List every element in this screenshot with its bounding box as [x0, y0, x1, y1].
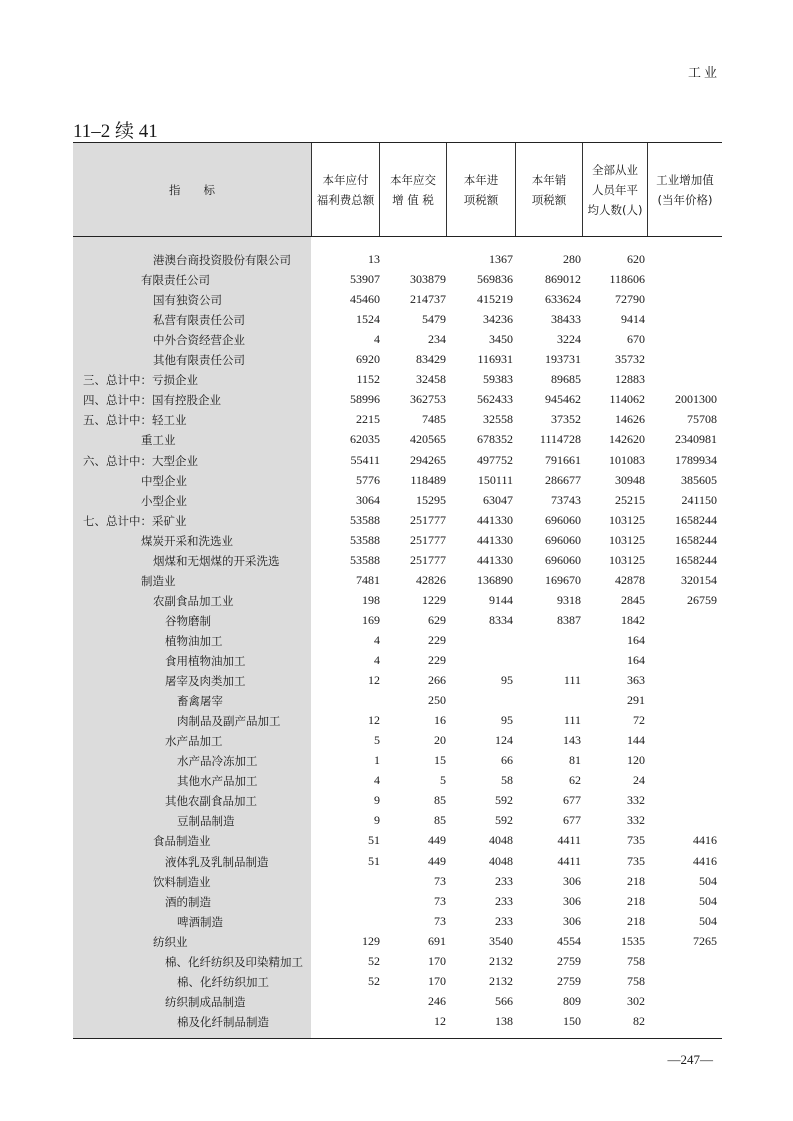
table-row: [73, 1012, 722, 1032]
row-value: 1114728: [539, 432, 581, 447]
table-row: [73, 691, 722, 711]
table-title: 11–2 续 41: [73, 121, 158, 142]
row-value: 52: [368, 973, 380, 988]
table-row: [73, 731, 722, 751]
row-value: 75708: [687, 412, 717, 427]
row-value: 198: [362, 592, 380, 607]
row-value: 72: [633, 713, 645, 728]
row-label: 食用植物油加工: [165, 654, 246, 668]
row-value: 51: [368, 853, 380, 868]
row-value: 15: [434, 753, 446, 768]
row-value: 233: [495, 913, 513, 928]
row-value: 4: [374, 332, 380, 347]
row-value: 164: [627, 653, 645, 667]
table-row: [73, 270, 722, 290]
row-label: 小型企业: [141, 493, 187, 508]
row-value: 136890: [477, 572, 513, 587]
row-value: 103125: [609, 532, 645, 547]
table-row: [73, 471, 722, 491]
row-label: 七、总计中：采矿业: [83, 513, 187, 528]
row-value: 7485: [422, 412, 446, 427]
row-value: 306: [563, 913, 581, 928]
row-value: 420565: [410, 432, 446, 447]
row-value: 12: [434, 1013, 446, 1028]
table-row: [73, 892, 722, 912]
column-header-indicator: 指 标: [169, 182, 215, 197]
row-value: 138: [495, 1013, 513, 1028]
row-value: 869012: [545, 272, 581, 287]
row-label: 国有独资公司: [153, 293, 222, 308]
row-label: 饮料制造业: [153, 874, 211, 889]
row-value: 170: [428, 973, 446, 988]
row-value: 82: [633, 1013, 645, 1028]
row-value: 85: [434, 793, 446, 808]
column-header-value-added: 工业增加值 (当年价格): [656, 172, 714, 207]
page-number: —247—: [667, 1052, 713, 1067]
row-label: 棉、化纤纺织加工: [177, 974, 269, 989]
table-row: [73, 711, 722, 731]
row-value: 385605: [681, 472, 717, 487]
row-label: 私营有限责任公司: [153, 313, 245, 328]
row-value: 592: [495, 813, 513, 828]
row-label: 纺织制成品制造: [165, 994, 246, 1009]
row-value: 735: [627, 853, 645, 868]
row-label: 其他农副食品加工: [165, 794, 257, 809]
row-value: 1658244: [675, 512, 717, 527]
row-value: 8334: [489, 612, 513, 627]
row-value: 170: [428, 953, 446, 968]
table-row: [73, 330, 722, 350]
row-value: 118606: [609, 272, 645, 287]
row-value: 4554: [557, 933, 581, 948]
row-label: 谷物磨制: [165, 613, 211, 628]
row-label: 棉、化纤纺织及印染精加工: [165, 954, 303, 969]
row-value: 52: [368, 953, 380, 968]
row-value: 73: [434, 913, 446, 928]
row-value: 291: [627, 693, 645, 708]
row-value: 233: [495, 873, 513, 888]
row-value: 116931: [477, 352, 513, 367]
section-title: 工业: [687, 66, 720, 81]
row-value: 620: [627, 252, 645, 266]
row-value: 218: [627, 913, 645, 928]
table-row: [73, 811, 722, 831]
row-label: 水产品冷冻加工: [177, 754, 258, 769]
row-value: 2340981: [675, 432, 717, 447]
row-value: 441330: [477, 512, 513, 527]
row-value: 677: [563, 793, 581, 808]
row-value: 143: [563, 733, 581, 748]
row-value: 25215: [615, 492, 645, 507]
table-row: [73, 430, 722, 450]
row-value: 562433: [477, 392, 513, 407]
row-value: 306: [563, 873, 581, 888]
table-row: [73, 651, 722, 671]
row-label: 豆制品制造: [177, 814, 235, 829]
row-value: 63047: [483, 492, 513, 507]
row-label: 制造业: [141, 573, 176, 588]
row-value: 62035: [350, 432, 380, 447]
row-value: 38433: [551, 312, 581, 327]
row-label: 六、总计中：大型企业: [83, 453, 198, 468]
row-value: 4048: [489, 853, 513, 868]
table-row: [73, 671, 722, 691]
row-value: 4: [374, 653, 380, 667]
row-value: 4048: [489, 833, 513, 848]
row-value: 218: [627, 893, 645, 908]
row-value: 12: [368, 713, 380, 728]
row-value: 95: [501, 673, 513, 688]
row-value: 306: [563, 893, 581, 908]
table-row: [73, 872, 722, 892]
row-value: 53588: [350, 512, 380, 527]
row-value: 633624: [545, 292, 581, 307]
row-value: 58996: [350, 392, 380, 407]
row-value: 415219: [477, 292, 513, 307]
row-value: 101083: [609, 452, 645, 467]
row-value: 504: [699, 873, 717, 888]
table-row: [73, 451, 722, 471]
row-value: 2759: [557, 953, 581, 968]
row-label: 棉及化纤制品制造: [177, 1014, 269, 1029]
row-value: 120: [627, 753, 645, 768]
row-value: 35732: [615, 352, 645, 367]
table-row: [73, 571, 722, 591]
row-value: 30948: [615, 472, 645, 487]
column-header-employees: 全部从业 人员年平 均人数(人): [587, 162, 643, 217]
row-label: 酒的制造: [165, 894, 211, 909]
row-value: 504: [699, 913, 717, 928]
row-value: 246: [428, 993, 446, 1008]
row-value: 280: [563, 252, 581, 266]
row-label: 烟煤和无烟煤的开采洗选: [153, 553, 280, 568]
table-row: [73, 511, 722, 531]
row-value: 2215: [356, 412, 380, 427]
row-value: 62: [569, 773, 581, 788]
row-value: 251777: [410, 512, 446, 527]
table-row: [73, 531, 722, 551]
row-value: 55411: [350, 452, 380, 467]
row-value: 696060: [545, 512, 581, 527]
row-value: 13: [368, 252, 380, 266]
row-value: 150: [563, 1013, 581, 1028]
table-row: [73, 350, 722, 370]
row-value: 592: [495, 793, 513, 808]
row-label: 有限责任公司: [141, 273, 210, 288]
row-value: 32458: [416, 372, 446, 387]
row-label: 煤炭开采和洗选业: [141, 533, 233, 548]
table-row: [73, 491, 722, 511]
row-value: 3064: [356, 492, 380, 507]
row-value: 24: [633, 773, 645, 788]
row-value: 3540: [489, 933, 513, 948]
row-value: 758: [627, 973, 645, 988]
row-value: 129: [362, 933, 380, 948]
row-value: 566: [495, 993, 513, 1008]
row-value: 4: [374, 632, 380, 647]
row-value: 735: [627, 833, 645, 848]
table-row: [73, 771, 722, 791]
row-value: 332: [627, 793, 645, 808]
row-value: 12883: [615, 372, 645, 387]
table-row: [73, 250, 722, 270]
row-value: 5479: [422, 312, 446, 327]
row-value: 218: [627, 873, 645, 888]
row-value: 1152: [356, 372, 380, 387]
row-value: 1524: [356, 312, 380, 327]
row-value: 441330: [477, 552, 513, 567]
row-value: 15295: [416, 492, 446, 507]
row-value: 4: [374, 773, 380, 788]
row-value: 118489: [410, 472, 446, 487]
row-value: 629: [428, 612, 446, 627]
row-value: 1367: [489, 252, 513, 266]
row-value: 9: [374, 813, 380, 828]
row-value: 1842: [621, 612, 645, 627]
row-value: 2132: [489, 973, 513, 988]
row-value: 169670: [545, 572, 581, 587]
row-value: 302: [627, 993, 645, 1008]
table-row: [73, 611, 722, 631]
table-row: [73, 852, 722, 872]
row-value: 214737: [410, 292, 446, 307]
table-row: [73, 952, 722, 972]
row-value: 53907: [350, 272, 380, 287]
table-header-rule: [73, 236, 722, 237]
row-value: 73: [434, 893, 446, 908]
column-header-input-tax: 本年进 项税额: [463, 172, 499, 207]
row-value: 2759: [557, 973, 581, 988]
row-value: 332: [627, 813, 645, 828]
table-row: [73, 410, 722, 430]
row-value: 1658244: [675, 532, 717, 547]
row-value: 696060: [545, 552, 581, 567]
row-label: 三、总计中：亏损企业: [83, 373, 198, 388]
row-value: 229: [428, 632, 446, 647]
table-bottom-rule: [73, 1038, 722, 1039]
row-value: 251777: [410, 552, 446, 567]
row-value: 4416: [693, 833, 717, 848]
row-label: 农副食品加工业: [153, 593, 234, 608]
row-value: 103125: [609, 512, 645, 527]
row-value: 1: [374, 753, 380, 768]
row-value: 9414: [621, 312, 645, 327]
column-header-output-tax: 本年销 项税额: [531, 172, 567, 207]
table-row: [73, 992, 722, 1012]
row-value: 809: [563, 993, 581, 1008]
row-value: 150111: [477, 472, 513, 487]
row-value: 9: [374, 793, 380, 808]
table-row: [73, 831, 722, 851]
row-label: 植物油加工: [165, 633, 223, 648]
row-value: 95: [501, 713, 513, 728]
row-label: 屠宰及肉类加工: [165, 674, 246, 689]
row-value: 81: [569, 753, 581, 768]
table-row: [73, 370, 722, 390]
row-value: 45460: [350, 292, 380, 307]
row-value: 363: [627, 673, 645, 688]
row-value: 144: [627, 733, 645, 748]
row-value: 34236: [483, 312, 513, 327]
row-label: 中型企业: [141, 473, 187, 488]
table-row: [73, 932, 722, 952]
row-value: 696060: [545, 532, 581, 547]
table-row: [73, 290, 722, 310]
row-value: 362753: [410, 392, 446, 407]
row-value: 504: [699, 893, 717, 908]
column-header-welfare: 本年应付 福利费总额: [316, 172, 375, 207]
row-value: 7265: [693, 933, 717, 948]
row-value: 73743: [551, 492, 581, 507]
row-value: 164: [627, 632, 645, 647]
row-value: 2845: [621, 592, 645, 607]
row-value: 51: [368, 833, 380, 848]
row-value: 59383: [483, 372, 513, 387]
row-label: 水产品加工: [165, 734, 223, 749]
row-label: 四、总计中：国有控股企业: [83, 393, 221, 408]
row-label: 中外合资经营企业: [153, 333, 245, 348]
table-row: [73, 551, 722, 571]
row-value: 12: [368, 673, 380, 688]
row-value: 53588: [350, 552, 380, 567]
row-value: 16: [434, 713, 446, 728]
row-value: 1535: [621, 933, 645, 948]
row-value: 670: [627, 332, 645, 347]
row-value: 32558: [483, 412, 513, 427]
row-value: 497752: [477, 452, 513, 467]
table-row: [73, 972, 722, 992]
table-row: [73, 631, 722, 651]
row-value: 111: [563, 673, 581, 688]
row-label: 纺织业: [153, 934, 188, 949]
row-value: 791661: [545, 452, 581, 467]
row-label: 其他有限责任公司: [153, 353, 245, 368]
row-value: 37352: [551, 412, 581, 427]
row-value: 303879: [410, 272, 446, 287]
table-row: [73, 310, 722, 330]
row-value: 53588: [350, 532, 380, 547]
row-value: 5: [374, 733, 380, 748]
row-value: 111: [563, 713, 581, 728]
row-value: 7481: [356, 572, 380, 587]
row-value: 14626: [615, 412, 645, 427]
row-value: 42826: [416, 572, 446, 587]
row-label: 畜禽屠宰: [177, 694, 223, 709]
table-row: [73, 751, 722, 771]
row-value: 4411: [557, 833, 581, 848]
row-value: 103125: [609, 552, 645, 567]
row-value: 320154: [681, 572, 717, 587]
row-value: 2132: [489, 953, 513, 968]
table-row: [73, 390, 722, 410]
row-value: 449: [428, 853, 446, 868]
row-value: 449: [428, 833, 446, 848]
row-label: 港澳台商投资股份有限公司: [153, 253, 291, 267]
row-value: 233: [495, 893, 513, 908]
row-value: 2001300: [675, 392, 717, 407]
row-value: 250: [428, 693, 446, 708]
row-value: 3450: [489, 332, 513, 347]
row-value: 85: [434, 813, 446, 828]
row-value: 89685: [551, 372, 581, 387]
row-value: 758: [627, 953, 645, 968]
row-value: 234: [428, 332, 446, 347]
row-value: 677: [563, 813, 581, 828]
table-row: [73, 912, 722, 932]
row-label: 其他水产品加工: [177, 774, 258, 789]
row-value: 73: [434, 873, 446, 888]
row-value: 3224: [557, 332, 581, 347]
row-value: 441330: [477, 532, 513, 547]
row-value: 8387: [557, 612, 581, 627]
row-value: 945462: [545, 392, 581, 407]
row-value: 83429: [416, 352, 446, 367]
row-value: 6920: [356, 352, 380, 367]
row-value: 142620: [609, 432, 645, 447]
column-header-vat: 本年应交 增 值 税: [390, 172, 436, 207]
row-value: 294265: [410, 452, 446, 467]
row-value: 193731: [545, 352, 581, 367]
row-value: 286677: [545, 472, 581, 487]
row-value: 266: [428, 673, 446, 688]
row-value: 1658244: [675, 552, 717, 567]
table-row: [73, 791, 722, 811]
row-label: 液体乳及乳制品制造: [165, 854, 269, 869]
row-value: 4416: [693, 853, 717, 868]
row-value: 72790: [615, 292, 645, 307]
table-row: [73, 591, 722, 611]
row-value: 569836: [477, 272, 513, 287]
row-value: 4411: [557, 853, 581, 868]
row-label: 重工业: [141, 433, 176, 448]
row-value: 124: [495, 733, 513, 748]
row-value: 1789934: [675, 452, 717, 467]
row-value: 26759: [687, 592, 717, 607]
row-value: 5: [440, 773, 446, 788]
row-value: 5776: [356, 472, 380, 487]
row-label: 肉制品及副产品加工: [177, 714, 281, 729]
row-label: 啤酒制造: [177, 914, 223, 929]
row-value: 169: [362, 612, 380, 627]
row-value: 678352: [477, 432, 513, 447]
row-label: 食品制造业: [153, 834, 211, 849]
row-value: 251777: [410, 532, 446, 547]
row-value: 114062: [609, 392, 645, 407]
row-value: 66: [501, 753, 513, 768]
row-value: 20: [434, 733, 446, 748]
row-value: 9318: [557, 592, 581, 607]
row-value: 9144: [489, 592, 513, 607]
row-value: 1229: [422, 592, 446, 607]
row-value: 691: [428, 933, 446, 948]
row-value: 42878: [615, 572, 645, 587]
row-label: 五、总计中：轻工业: [83, 413, 187, 428]
row-value: 241150: [681, 492, 717, 507]
row-value: 58: [501, 773, 513, 788]
row-value: 229: [428, 653, 446, 667]
